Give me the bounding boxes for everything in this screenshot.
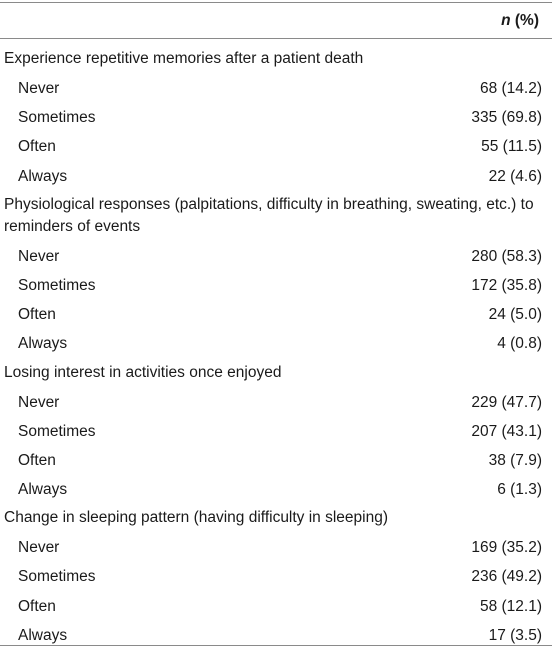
- section-title: Experience repetitive memories after a patient death: [4, 50, 364, 67]
- table-row: [0, 388, 552, 417]
- row-label: Always: [18, 167, 68, 185]
- row-value: 236 (49.2): [471, 568, 542, 586]
- section-title: Losing interest in activities once enjoyed: [4, 363, 282, 381]
- table-row: [0, 132, 552, 161]
- row-value: 280 (58.3): [471, 247, 542, 265]
- row-value: 4 (0.8): [497, 335, 542, 353]
- row-label: Often: [18, 451, 56, 469]
- table-row: [0, 103, 552, 132]
- table-row: [0, 533, 552, 562]
- row-value: 58 (12.1): [479, 597, 542, 615]
- row-label: Never: [18, 393, 60, 411]
- table-row: [0, 300, 552, 329]
- table-header-rule: [0, 38, 552, 39]
- row-label: Never: [18, 247, 60, 265]
- table-row: [0, 417, 552, 446]
- row-value: 38 (7.9): [488, 451, 542, 469]
- row-label: Often: [18, 306, 56, 324]
- section-title: Change in sleeping pattern (having difficulty in sleeping): [4, 509, 389, 527]
- table-row: [0, 475, 552, 504]
- table-section: [0, 504, 552, 650]
- row-value: 6 (1.3): [497, 481, 542, 499]
- row-value: 229 (47.7): [471, 393, 542, 411]
- table-row: [0, 329, 552, 358]
- table-section: [0, 45, 552, 191]
- table-body: [0, 45, 552, 650]
- table-row: [0, 74, 552, 103]
- row-label: Sometimes: [18, 276, 96, 294]
- row-label: Sometimes: [18, 422, 96, 440]
- row-value: 207 (43.1): [471, 422, 542, 440]
- column-header-n-percent: [501, 12, 539, 30]
- row-label: Often: [18, 138, 56, 156]
- row-value: 335 (69.8): [471, 109, 542, 127]
- row-value: 169 (35.2): [471, 539, 542, 557]
- table-section: [0, 359, 552, 505]
- table-header-row: [0, 3, 552, 38]
- section-title: Physiological responses (palpitations, difficulty in breathing, sweating, etc.) to reminders of events: [4, 195, 534, 235]
- row-value: 22 (4.6): [488, 167, 542, 185]
- table-row: [0, 562, 552, 591]
- row-value: 55 (11.5): [481, 138, 542, 156]
- table-row: [0, 242, 552, 271]
- row-value: 17 (3.5): [488, 626, 542, 644]
- row-label: Often: [18, 597, 56, 615]
- table-row: [0, 592, 552, 621]
- row-value: 172 (35.8): [471, 276, 542, 294]
- row-label: Always: [18, 481, 68, 499]
- column-header-percent: (%): [514, 12, 539, 29]
- table-row: [0, 162, 552, 191]
- table-bottom-rule: [0, 645, 552, 646]
- row-label: Sometimes: [18, 109, 96, 127]
- table-row: [0, 446, 552, 475]
- table-section: [0, 191, 552, 359]
- row-label: Sometimes: [18, 568, 96, 586]
- row-label: Never: [18, 539, 60, 557]
- row-value: 68 (14.2): [479, 80, 542, 97]
- row-label: Never: [18, 80, 60, 97]
- table-row: [0, 271, 552, 300]
- row-label: Always: [18, 626, 68, 644]
- row-value: 24 (5.0): [488, 306, 542, 324]
- column-header-n: n: [501, 12, 511, 29]
- row-label: Always: [18, 335, 68, 353]
